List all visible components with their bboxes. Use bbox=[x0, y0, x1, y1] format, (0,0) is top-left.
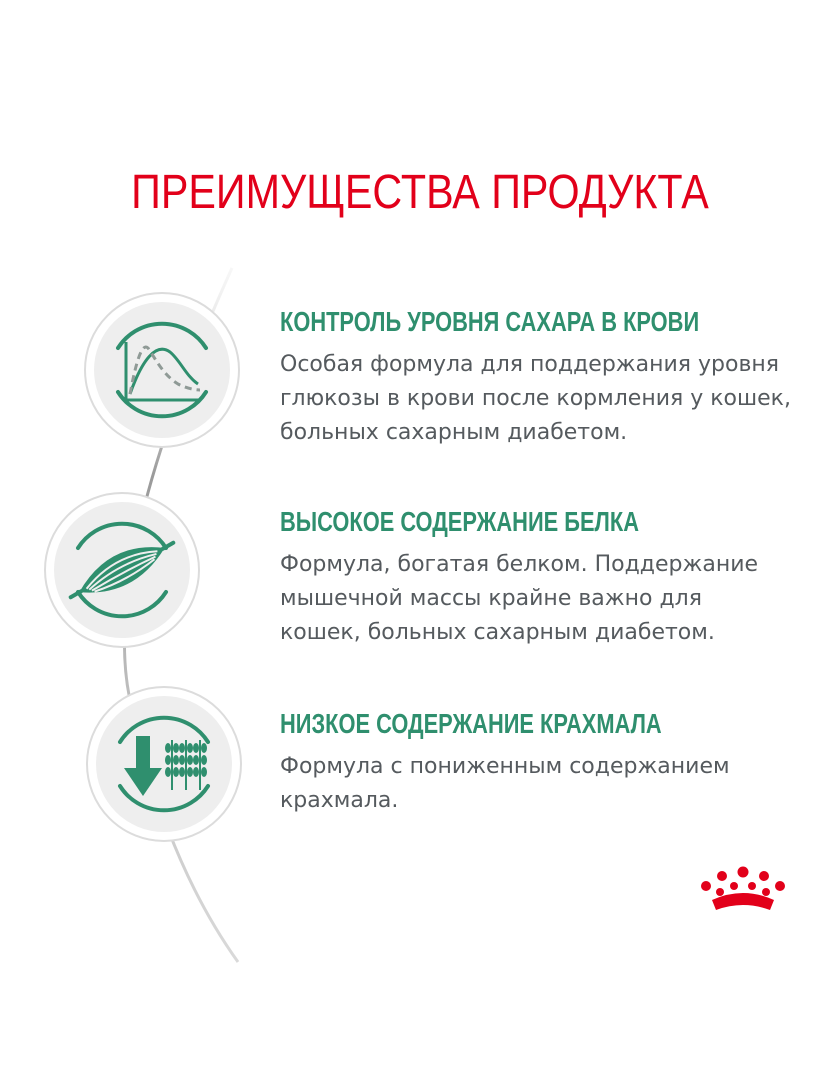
benefit-description bbox=[280, 750, 820, 818]
benefit-icon-protein bbox=[42, 490, 202, 650]
benefit-heading: ВЫСОКОЕ СОДЕРЖАНИЕ БЕЛКА bbox=[280, 506, 639, 537]
benefit-glucose bbox=[280, 306, 820, 450]
description-line: мышечной массы крайне важно для bbox=[280, 586, 702, 611]
benefit-heading: КОНТРОЛЬ УРОВНЯ САХАРА В КРОВИ bbox=[280, 306, 700, 337]
page-title: ПРЕИМУЩЕСТВА ПРОДУКТА bbox=[131, 166, 709, 219]
description-line: крахмала. bbox=[280, 788, 399, 813]
muscle-icon bbox=[42, 490, 202, 650]
description-line: Формула, богатая белком. Поддержание bbox=[280, 552, 759, 577]
benefit-icon-glucose bbox=[82, 290, 242, 450]
benefit-protein bbox=[280, 506, 820, 650]
benefit-starch bbox=[280, 708, 820, 818]
benefit-description bbox=[280, 548, 820, 650]
glucose-curve-icon bbox=[82, 290, 242, 450]
description-line: больных сахарным диабетом. bbox=[280, 420, 628, 445]
benefit-description bbox=[280, 348, 820, 450]
description-line: Формула с пониженным содержанием bbox=[280, 754, 730, 779]
benefit-heading: НИЗКОЕ СОДЕРЖАНИЕ КРАХМАЛА bbox=[280, 708, 662, 739]
brand-logo bbox=[698, 866, 788, 916]
description-line: глюкозы в крови после кормления у кошек, bbox=[280, 386, 791, 411]
description-line: кошек, больных сахарным диабетом. bbox=[280, 620, 715, 645]
low-starch-icon bbox=[84, 684, 244, 844]
benefit-icon-starch bbox=[84, 684, 244, 844]
royal-canin-crown-icon bbox=[698, 866, 788, 916]
description-line: Особая формула для поддержания уровня bbox=[280, 352, 780, 377]
